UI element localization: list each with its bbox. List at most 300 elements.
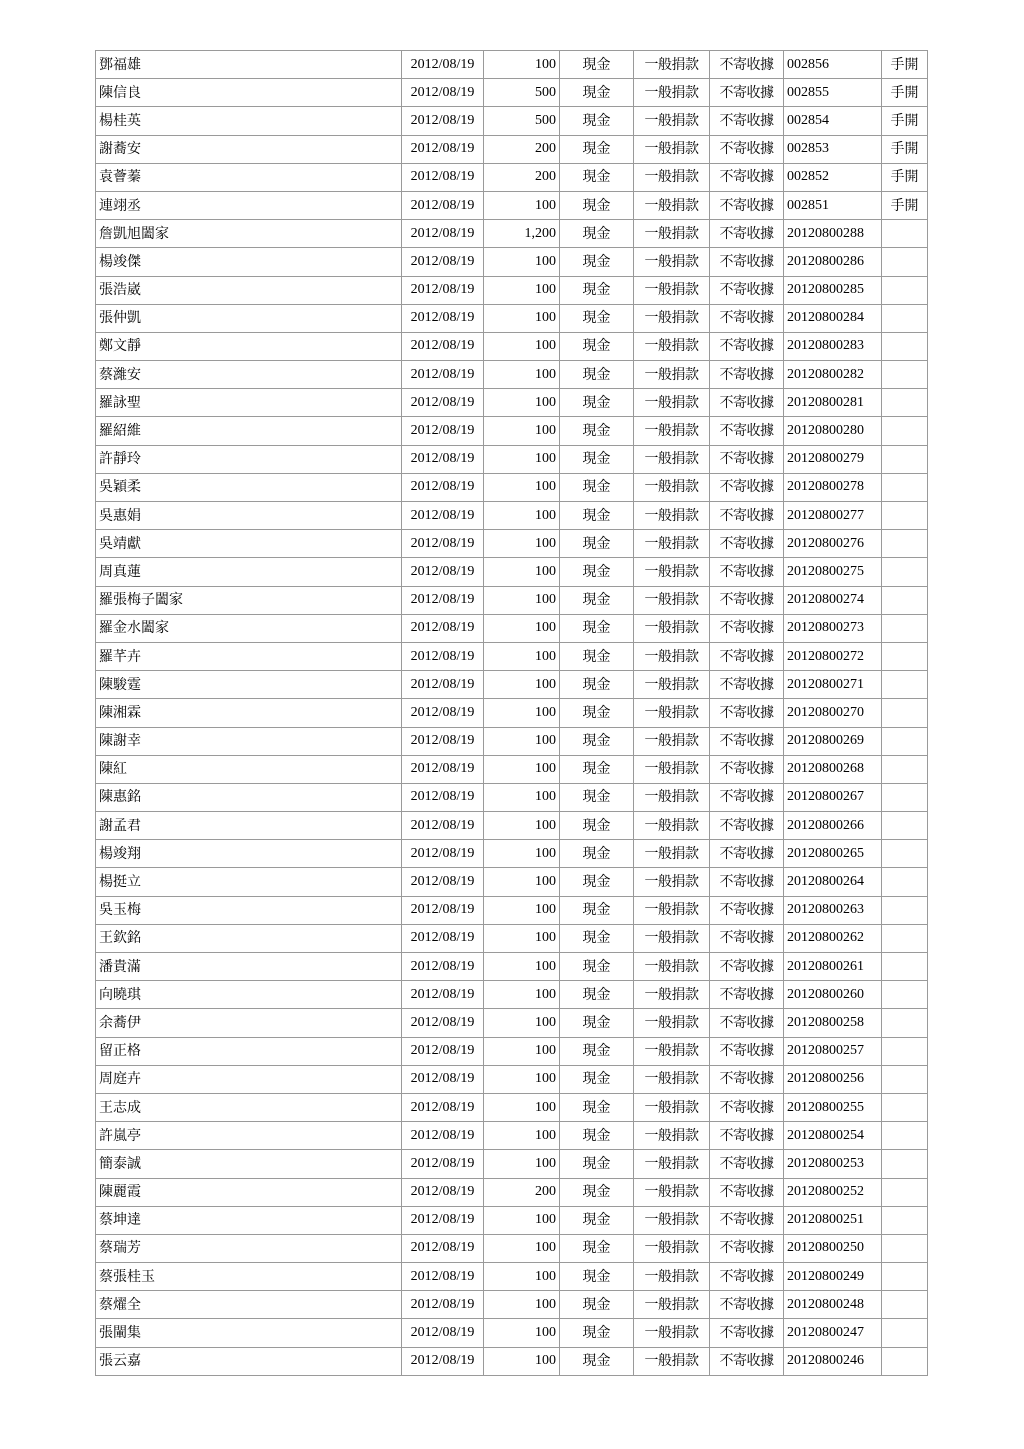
table-row <box>96 924 928 952</box>
donation-type-cell: 一般捐款 <box>634 614 710 642</box>
donation-type-cell: 一般捐款 <box>634 389 710 417</box>
amount-cell: 100 <box>484 755 560 783</box>
receipt-number-cell: 20120800250 <box>784 1234 882 1262</box>
receipt-option-cell: 不寄收據 <box>710 699 784 727</box>
receipt-number-cell: 20120800247 <box>784 1319 882 1347</box>
donation-date-cell: 2012/08/19 <box>402 191 484 219</box>
receipt-option-cell: 不寄收據 <box>710 840 784 868</box>
donor-name-cell: 羅金水闔家 <box>96 614 402 642</box>
receipt-option-cell: 不寄收據 <box>710 896 784 924</box>
donation-date-cell: 2012/08/19 <box>402 248 484 276</box>
donation-date-cell: 2012/08/19 <box>402 868 484 896</box>
receipt-number-cell: 20120800253 <box>784 1150 882 1178</box>
receipt-note-cell <box>882 671 928 699</box>
amount-cell: 100 <box>484 248 560 276</box>
payment-method-cell: 現金 <box>560 699 634 727</box>
donation-date-cell: 2012/08/19 <box>402 1122 484 1150</box>
donation-date-cell: 2012/08/19 <box>402 361 484 389</box>
donation-table <box>95 50 928 1376</box>
donor-name-cell: 留正格 <box>96 1037 402 1065</box>
receipt-option-cell: 不寄收據 <box>710 1234 784 1262</box>
receipt-number-cell: 20120800261 <box>784 953 882 981</box>
table-row <box>96 445 928 473</box>
receipt-option-cell: 不寄收據 <box>710 1263 784 1291</box>
payment-method-cell: 現金 <box>560 1122 634 1150</box>
amount-cell: 100 <box>484 1150 560 1178</box>
receipt-note-cell <box>882 1037 928 1065</box>
amount-cell: 200 <box>484 163 560 191</box>
donor-name-cell: 余蕎伊 <box>96 1009 402 1037</box>
table-row <box>96 840 928 868</box>
receipt-number-cell: 20120800257 <box>784 1037 882 1065</box>
donor-name-cell: 蔡濰安 <box>96 361 402 389</box>
table-row <box>96 614 928 642</box>
donation-date-cell: 2012/08/19 <box>402 586 484 614</box>
donor-name-cell: 蔡瑞芳 <box>96 1234 402 1262</box>
donation-date-cell: 2012/08/19 <box>402 727 484 755</box>
donor-name-cell: 許嵐亭 <box>96 1122 402 1150</box>
donor-name-cell: 陳駿霆 <box>96 671 402 699</box>
donor-name-cell: 潘貴滿 <box>96 953 402 981</box>
table-row <box>96 586 928 614</box>
receipt-number-cell: 20120800269 <box>784 727 882 755</box>
amount-cell: 100 <box>484 1093 560 1121</box>
amount-cell: 100 <box>484 840 560 868</box>
payment-method-cell: 現金 <box>560 276 634 304</box>
donor-name-cell: 羅紹維 <box>96 417 402 445</box>
donation-date-cell: 2012/08/19 <box>402 953 484 981</box>
table-row <box>96 248 928 276</box>
payment-method-cell: 現金 <box>560 79 634 107</box>
amount-cell: 100 <box>484 304 560 332</box>
donor-name-cell: 陳湘霖 <box>96 699 402 727</box>
donation-date-cell: 2012/08/19 <box>402 445 484 473</box>
table-row <box>96 530 928 558</box>
receipt-note-cell: 手開 <box>882 107 928 135</box>
receipt-option-cell: 不寄收據 <box>710 1093 784 1121</box>
receipt-number-cell: 20120800252 <box>784 1178 882 1206</box>
payment-method-cell: 現金 <box>560 812 634 840</box>
donation-type-cell: 一般捐款 <box>634 1150 710 1178</box>
donor-name-cell: 羅芊卉 <box>96 642 402 670</box>
donation-date-cell: 2012/08/19 <box>402 79 484 107</box>
amount-cell: 100 <box>484 699 560 727</box>
donation-date-cell: 2012/08/19 <box>402 1178 484 1206</box>
payment-method-cell: 現金 <box>560 361 634 389</box>
payment-method-cell: 現金 <box>560 445 634 473</box>
payment-method-cell: 現金 <box>560 389 634 417</box>
donation-date-cell: 2012/08/19 <box>402 1291 484 1319</box>
amount-cell: 100 <box>484 727 560 755</box>
amount-cell: 100 <box>484 1065 560 1093</box>
receipt-note-cell <box>882 1234 928 1262</box>
donation-type-cell: 一般捐款 <box>634 953 710 981</box>
donation-type-cell: 一般捐款 <box>634 1093 710 1121</box>
receipt-note-cell <box>882 727 928 755</box>
donation-type-cell: 一般捐款 <box>634 1291 710 1319</box>
donation-date-cell: 2012/08/19 <box>402 220 484 248</box>
donation-type-cell: 一般捐款 <box>634 755 710 783</box>
donor-name-cell: 王志成 <box>96 1093 402 1121</box>
donor-name-cell: 許靜玲 <box>96 445 402 473</box>
receipt-note-cell: 手開 <box>882 79 928 107</box>
donation-date-cell: 2012/08/19 <box>402 107 484 135</box>
donor-name-cell: 謝孟君 <box>96 812 402 840</box>
donation-type-cell: 一般捐款 <box>634 896 710 924</box>
donation-table-body <box>96 51 928 1376</box>
amount-cell: 100 <box>484 896 560 924</box>
receipt-note-cell <box>882 1319 928 1347</box>
table-row <box>96 953 928 981</box>
receipt-number-cell: 20120800275 <box>784 558 882 586</box>
donation-type-cell: 一般捐款 <box>634 530 710 558</box>
receipt-number-cell: 002853 <box>784 135 882 163</box>
table-row <box>96 51 928 79</box>
table-row <box>96 107 928 135</box>
receipt-number-cell: 20120800266 <box>784 812 882 840</box>
payment-method-cell: 現金 <box>560 1319 634 1347</box>
receipt-option-cell: 不寄收據 <box>710 558 784 586</box>
donor-name-cell: 向曉琪 <box>96 981 402 1009</box>
donation-type-cell: 一般捐款 <box>634 924 710 952</box>
amount-cell: 200 <box>484 135 560 163</box>
donor-name-cell: 周庭卉 <box>96 1065 402 1093</box>
amount-cell: 100 <box>484 473 560 501</box>
receipt-number-cell: 20120800271 <box>784 671 882 699</box>
receipt-option-cell: 不寄收據 <box>710 586 784 614</box>
donation-type-cell: 一般捐款 <box>634 1319 710 1347</box>
donation-date-cell: 2012/08/19 <box>402 981 484 1009</box>
receipt-note-cell <box>882 924 928 952</box>
amount-cell: 100 <box>484 953 560 981</box>
receipt-note-cell <box>882 1150 928 1178</box>
donor-name-cell: 陳紅 <box>96 755 402 783</box>
table-row <box>96 1319 928 1347</box>
donation-date-cell: 2012/08/19 <box>402 1347 484 1375</box>
payment-method-cell: 現金 <box>560 924 634 952</box>
table-row <box>96 163 928 191</box>
amount-cell: 500 <box>484 107 560 135</box>
receipt-note-cell <box>882 896 928 924</box>
amount-cell: 100 <box>484 276 560 304</box>
receipt-option-cell: 不寄收據 <box>710 530 784 558</box>
payment-method-cell: 現金 <box>560 1234 634 1262</box>
receipt-option-cell: 不寄收據 <box>710 248 784 276</box>
receipt-option-cell: 不寄收據 <box>710 642 784 670</box>
table-row <box>96 473 928 501</box>
table-row <box>96 276 928 304</box>
donation-type-cell: 一般捐款 <box>634 586 710 614</box>
donation-type-cell: 一般捐款 <box>634 163 710 191</box>
donor-name-cell: 詹凱旭闔家 <box>96 220 402 248</box>
payment-method-cell: 現金 <box>560 1150 634 1178</box>
receipt-option-cell: 不寄收據 <box>710 924 784 952</box>
receipt-option-cell: 不寄收據 <box>710 276 784 304</box>
donation-date-cell: 2012/08/19 <box>402 812 484 840</box>
donor-name-cell: 謝蕎安 <box>96 135 402 163</box>
receipt-number-cell: 20120800285 <box>784 276 882 304</box>
payment-method-cell: 現金 <box>560 727 634 755</box>
donation-date-cell: 2012/08/19 <box>402 473 484 501</box>
amount-cell: 100 <box>484 558 560 586</box>
receipt-number-cell: 20120800281 <box>784 389 882 417</box>
receipt-note-cell <box>882 699 928 727</box>
amount-cell: 100 <box>484 1206 560 1234</box>
payment-method-cell: 現金 <box>560 586 634 614</box>
receipt-option-cell: 不寄收據 <box>710 614 784 642</box>
table-row <box>96 783 928 811</box>
payment-method-cell: 現金 <box>560 755 634 783</box>
receipt-number-cell: 20120800263 <box>784 896 882 924</box>
donation-type-cell: 一般捐款 <box>634 1037 710 1065</box>
table-row <box>96 981 928 1009</box>
receipt-number-cell: 002851 <box>784 191 882 219</box>
table-row <box>96 135 928 163</box>
receipt-note-cell <box>882 558 928 586</box>
receipt-number-cell: 20120800268 <box>784 755 882 783</box>
table-row <box>96 558 928 586</box>
payment-method-cell: 現金 <box>560 671 634 699</box>
donation-date-cell: 2012/08/19 <box>402 1065 484 1093</box>
receipt-number-cell: 20120800254 <box>784 1122 882 1150</box>
payment-method-cell: 現金 <box>560 840 634 868</box>
payment-method-cell: 現金 <box>560 417 634 445</box>
receipt-note-cell <box>882 953 928 981</box>
payment-method-cell: 現金 <box>560 530 634 558</box>
receipt-number-cell: 20120800270 <box>784 699 882 727</box>
donation-type-cell: 一般捐款 <box>634 304 710 332</box>
payment-method-cell: 現金 <box>560 953 634 981</box>
amount-cell: 100 <box>484 1122 560 1150</box>
receipt-option-cell: 不寄收據 <box>710 981 784 1009</box>
donation-type-cell: 一般捐款 <box>634 1263 710 1291</box>
table-row <box>96 332 928 360</box>
donation-date-cell: 2012/08/19 <box>402 304 484 332</box>
amount-cell: 100 <box>484 614 560 642</box>
receipt-note-cell <box>882 502 928 530</box>
table-row <box>96 389 928 417</box>
receipt-option-cell: 不寄收據 <box>710 1178 784 1206</box>
receipt-number-cell: 20120800272 <box>784 642 882 670</box>
table-row <box>96 1347 928 1375</box>
table-row <box>96 727 928 755</box>
payment-method-cell: 現金 <box>560 1178 634 1206</box>
table-row <box>96 1065 928 1093</box>
payment-method-cell: 現金 <box>560 1037 634 1065</box>
amount-cell: 100 <box>484 868 560 896</box>
donation-date-cell: 2012/08/19 <box>402 755 484 783</box>
donation-type-cell: 一般捐款 <box>634 332 710 360</box>
table-row <box>96 1009 928 1037</box>
receipt-option-cell: 不寄收據 <box>710 1206 784 1234</box>
amount-cell: 100 <box>484 1291 560 1319</box>
payment-method-cell: 現金 <box>560 502 634 530</box>
table-row <box>96 1037 928 1065</box>
receipt-note-cell <box>882 417 928 445</box>
donor-name-cell: 楊挺立 <box>96 868 402 896</box>
receipt-option-cell: 不寄收據 <box>710 1347 784 1375</box>
receipt-number-cell: 002852 <box>784 163 882 191</box>
amount-cell: 1,200 <box>484 220 560 248</box>
receipt-option-cell: 不寄收據 <box>710 1291 784 1319</box>
receipt-note-cell <box>882 332 928 360</box>
amount-cell: 100 <box>484 1009 560 1037</box>
table-row <box>96 1206 928 1234</box>
table-row <box>96 642 928 670</box>
donor-name-cell: 吳靖獻 <box>96 530 402 558</box>
donation-type-cell: 一般捐款 <box>634 642 710 670</box>
receipt-note-cell <box>882 642 928 670</box>
receipt-option-cell: 不寄收據 <box>710 445 784 473</box>
receipt-number-cell: 002856 <box>784 51 882 79</box>
receipt-note-cell <box>882 1291 928 1319</box>
table-row <box>96 1291 928 1319</box>
receipt-option-cell: 不寄收據 <box>710 417 784 445</box>
payment-method-cell: 現金 <box>560 1291 634 1319</box>
amount-cell: 100 <box>484 1319 560 1347</box>
table-row <box>96 1234 928 1262</box>
table-row <box>96 1150 928 1178</box>
payment-method-cell: 現金 <box>560 614 634 642</box>
donor-name-cell: 陳信良 <box>96 79 402 107</box>
donor-name-cell: 羅詠聖 <box>96 389 402 417</box>
payment-method-cell: 現金 <box>560 868 634 896</box>
receipt-number-cell: 20120800258 <box>784 1009 882 1037</box>
receipt-option-cell: 不寄收據 <box>710 389 784 417</box>
receipt-note-cell <box>882 1122 928 1150</box>
table-row <box>96 220 928 248</box>
receipt-option-cell: 不寄收據 <box>710 1122 784 1150</box>
receipt-option-cell: 不寄收據 <box>710 220 784 248</box>
receipt-note-cell <box>882 1178 928 1206</box>
donor-name-cell: 袁薈蓁 <box>96 163 402 191</box>
table-row <box>96 502 928 530</box>
amount-cell: 100 <box>484 1263 560 1291</box>
receipt-option-cell: 不寄收據 <box>710 1009 784 1037</box>
receipt-note-cell <box>882 614 928 642</box>
receipt-number-cell: 20120800276 <box>784 530 882 558</box>
amount-cell: 100 <box>484 191 560 219</box>
receipt-note-cell <box>882 1093 928 1121</box>
donation-date-cell: 2012/08/19 <box>402 896 484 924</box>
receipt-option-cell: 不寄收據 <box>710 191 784 219</box>
payment-method-cell: 現金 <box>560 473 634 501</box>
donation-date-cell: 2012/08/19 <box>402 163 484 191</box>
donor-name-cell: 陳麗霞 <box>96 1178 402 1206</box>
payment-method-cell: 現金 <box>560 1206 634 1234</box>
receipt-note-cell <box>882 1206 928 1234</box>
donation-date-cell: 2012/08/19 <box>402 1319 484 1347</box>
amount-cell: 100 <box>484 812 560 840</box>
amount-cell: 100 <box>484 361 560 389</box>
receipt-number-cell: 20120800265 <box>784 840 882 868</box>
payment-method-cell: 現金 <box>560 1009 634 1037</box>
amount-cell: 100 <box>484 1347 560 1375</box>
donation-type-cell: 一般捐款 <box>634 868 710 896</box>
payment-method-cell: 現金 <box>560 981 634 1009</box>
table-row <box>96 896 928 924</box>
receipt-number-cell: 20120800288 <box>784 220 882 248</box>
receipt-number-cell: 20120800262 <box>784 924 882 952</box>
donor-name-cell: 張云嘉 <box>96 1347 402 1375</box>
donation-date-cell: 2012/08/19 <box>402 1234 484 1262</box>
table-row <box>96 304 928 332</box>
amount-cell: 200 <box>484 1178 560 1206</box>
receipt-option-cell: 不寄收據 <box>710 1319 784 1347</box>
receipt-number-cell: 20120800246 <box>784 1347 882 1375</box>
receipt-option-cell: 不寄收據 <box>710 783 784 811</box>
table-row <box>96 812 928 840</box>
amount-cell: 100 <box>484 1037 560 1065</box>
receipt-option-cell: 不寄收據 <box>710 868 784 896</box>
receipt-option-cell: 不寄收據 <box>710 79 784 107</box>
donation-type-cell: 一般捐款 <box>634 248 710 276</box>
receipt-option-cell: 不寄收據 <box>710 51 784 79</box>
amount-cell: 500 <box>484 79 560 107</box>
donation-date-cell: 2012/08/19 <box>402 924 484 952</box>
receipt-option-cell: 不寄收據 <box>710 671 784 699</box>
donation-date-cell: 2012/08/19 <box>402 699 484 727</box>
receipt-note-cell <box>882 586 928 614</box>
donor-name-cell: 張浩崴 <box>96 276 402 304</box>
table-row <box>96 79 928 107</box>
receipt-note-cell <box>882 1347 928 1375</box>
donation-date-cell: 2012/08/19 <box>402 558 484 586</box>
receipt-note-cell: 手開 <box>882 191 928 219</box>
donor-name-cell: 周真蓮 <box>96 558 402 586</box>
payment-method-cell: 現金 <box>560 107 634 135</box>
receipt-number-cell: 20120800255 <box>784 1093 882 1121</box>
receipt-note-cell <box>882 840 928 868</box>
amount-cell: 100 <box>484 502 560 530</box>
donor-name-cell: 吳惠娟 <box>96 502 402 530</box>
donation-type-cell: 一般捐款 <box>634 502 710 530</box>
donation-type-cell: 一般捐款 <box>634 361 710 389</box>
donor-name-cell: 鄧福雄 <box>96 51 402 79</box>
payment-method-cell: 現金 <box>560 1263 634 1291</box>
donor-name-cell: 蔡張桂玉 <box>96 1263 402 1291</box>
donation-type-cell: 一般捐款 <box>634 107 710 135</box>
receipt-note-cell <box>882 248 928 276</box>
amount-cell: 100 <box>484 1234 560 1262</box>
donation-type-cell: 一般捐款 <box>634 135 710 163</box>
receipt-note-cell <box>882 868 928 896</box>
receipt-note-cell: 手開 <box>882 51 928 79</box>
amount-cell: 100 <box>484 51 560 79</box>
payment-method-cell: 現金 <box>560 1065 634 1093</box>
payment-method-cell: 現金 <box>560 558 634 586</box>
donation-type-cell: 一般捐款 <box>634 981 710 1009</box>
receipt-option-cell: 不寄收據 <box>710 332 784 360</box>
payment-method-cell: 現金 <box>560 191 634 219</box>
donor-name-cell: 王欽銘 <box>96 924 402 952</box>
table-row <box>96 868 928 896</box>
donation-date-cell: 2012/08/19 <box>402 642 484 670</box>
payment-method-cell: 現金 <box>560 642 634 670</box>
receipt-note-cell <box>882 812 928 840</box>
amount-cell: 100 <box>484 530 560 558</box>
receipt-number-cell: 20120800248 <box>784 1291 882 1319</box>
receipt-number-cell: 20120800267 <box>784 783 882 811</box>
receipt-number-cell: 002854 <box>784 107 882 135</box>
donation-type-cell: 一般捐款 <box>634 51 710 79</box>
receipt-option-cell: 不寄收據 <box>710 163 784 191</box>
receipt-number-cell: 20120800260 <box>784 981 882 1009</box>
donor-name-cell: 張仲凱 <box>96 304 402 332</box>
table-row <box>96 755 928 783</box>
receipt-note-cell <box>882 783 928 811</box>
table-row <box>96 1263 928 1291</box>
